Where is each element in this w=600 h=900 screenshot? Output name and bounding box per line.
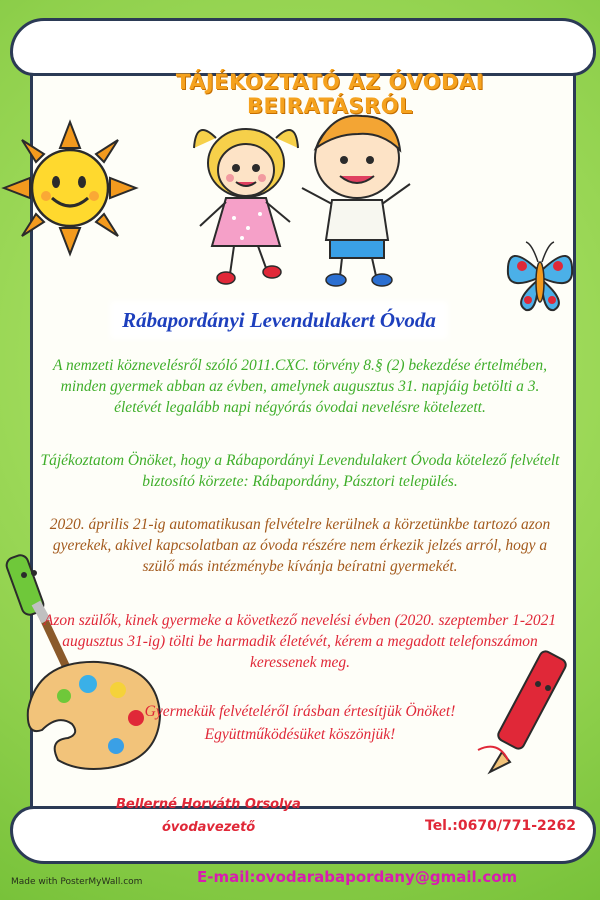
paragraph-law: A nemzeti köznevelésről szóló 2011.CXC. törvény 8.§ (2) bekezdése értelmében, minden gyermek abban az évben, amelynek augusztus 31. napjáig betölti a 3. életévét legalább napi négyórás óvodai nevelésre kötelezett. — [52, 357, 547, 416]
phone-number: Tel.:0670/771-2262 — [425, 818, 576, 834]
credit-text: Made with PosterMyWall.com — [11, 877, 143, 887]
boy-illustration — [292, 108, 422, 288]
scroll-top-curl — [10, 18, 596, 76]
kindergarten-name: Rábapordányi Levendulakert Óvoda — [114, 305, 444, 335]
page-title: TÁJÉKOZTATÓ AZ ÓVODAI BEIRATÁSRÓL — [175, 70, 485, 118]
signature-role: óvodavezető — [162, 820, 256, 835]
paragraph-automatic-admission: 2020. április 21-ig automatikusan felvételre kerülnek a körzetünkbe tartozó azon gyerekek, akivel kapcsolatban az óvoda részére nem érkezik jelzés arról, hogy a szülő más intézménybe kívánja beíratni gyermekét. — [49, 516, 551, 575]
butterfly-icon — [500, 230, 580, 320]
paragraph-contact-request: Azon szülők, kinek gyermeke a következő nevelési évben (2020. szeptember 1-2021 augusztus 31-ig) tölti be harmadik életévét, kérem a megadott telefonszámon keressenek meg. — [43, 612, 557, 671]
paragraph-thanks: Együttműködésüket köszönjük! — [204, 726, 396, 743]
signature-name: Bellerné Horváth Orsolya — [116, 797, 301, 812]
girl-illustration — [186, 118, 306, 288]
email-address[interactable]: E-mail:ovodarabapordany@gmail.com — [197, 868, 518, 886]
scroll-bottom-curl — [10, 806, 596, 864]
paragraph-notification: Gyermekük felvételéről írásban értesítjük Önöket! — [144, 703, 456, 720]
sun-icon — [0, 118, 140, 258]
paragraph-district: Tájékoztatom Önöket, hogy a Rábapordányi Levendulakert Óvoda kötelező felvételt biztosító körzete: Rábapordány, Pásztori település. — [40, 452, 560, 490]
